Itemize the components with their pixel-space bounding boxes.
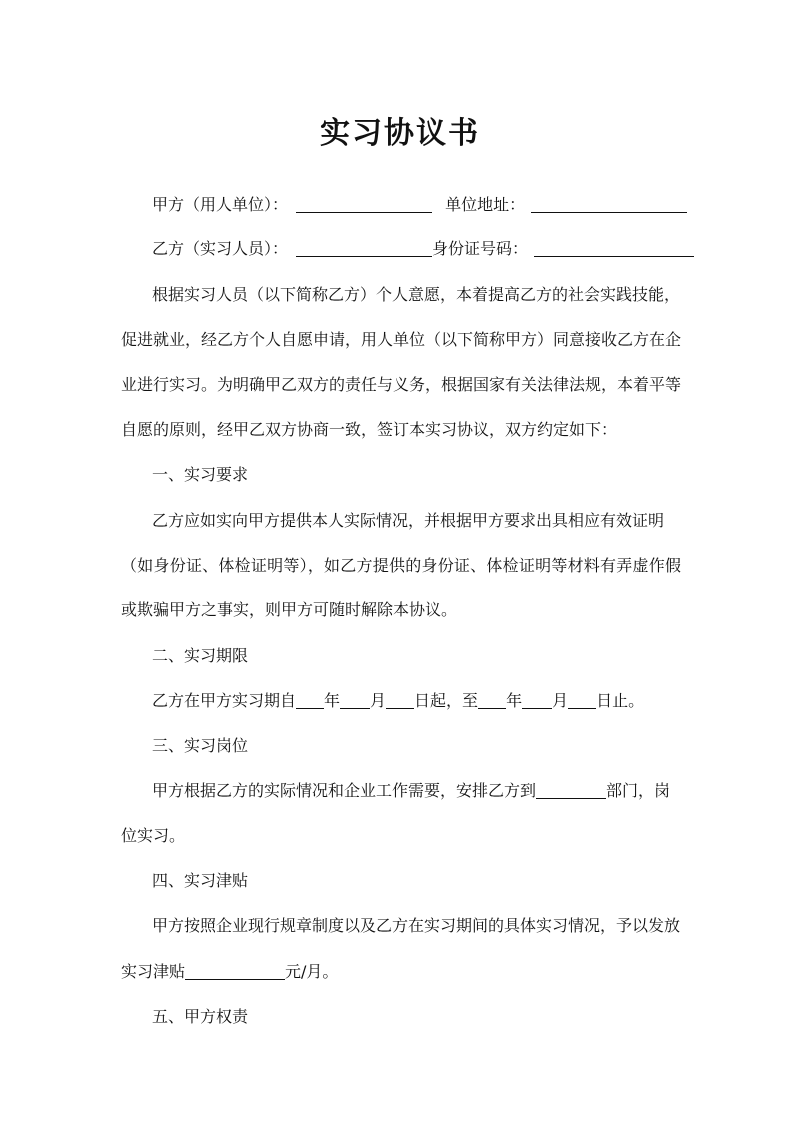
section-heading: 三、实习岗位 (152, 736, 249, 755)
period-prefix: 乙方在甲方实习期自 (152, 691, 297, 710)
end-year-blank[interactable] (478, 692, 506, 709)
post-suffix: 部门，岗 (606, 781, 671, 800)
end-month-blank[interactable] (522, 692, 552, 709)
intro-line: 自愿的原则，经甲乙双方协商一致，签订本实习协议，双方约定如下： (121, 420, 618, 439)
section-heading: 一、实习要求 (152, 465, 249, 484)
id-blank[interactable] (534, 240, 694, 257)
section-heading: 二、实习期限 (152, 646, 249, 665)
end-day-blank[interactable] (568, 692, 596, 709)
allowance-suffix: 元/月。 (285, 962, 339, 981)
party-a-label: 甲方（用人单位）： (152, 195, 289, 214)
period-month-label: 月 (552, 691, 569, 710)
period-year-label: 年 (506, 691, 523, 710)
address-label: 单位地址： (445, 195, 526, 214)
allowance-row (121, 961, 701, 983)
post-row (152, 780, 732, 802)
start-year-blank[interactable] (296, 692, 324, 709)
section-heading: 五、甲方权责 (152, 1007, 249, 1026)
department-blank[interactable] (536, 782, 606, 799)
period-from-label: 日起，至 (414, 691, 479, 710)
section-text: 或欺骗甲方之事实，则甲方可随时解除本协议。 (121, 600, 458, 619)
section-text: （如身份证、体检证明等），如乙方提供的身份证、体检证明等材料有弄虚作假 (121, 556, 681, 575)
period-row (152, 690, 732, 712)
start-month-blank[interactable] (340, 692, 370, 709)
allowance-prefix: 实习津贴 (121, 962, 186, 981)
intro-line: 业进行实习。为明确甲乙双方的责任与义务，根据国家有关法律法规，本着平等 (121, 375, 682, 394)
document-title: 实习协议书 (320, 116, 480, 151)
party-a-row (152, 194, 732, 216)
start-day-blank[interactable] (386, 692, 414, 709)
section-text: 乙方应如实向甲方提供本人实际情况，并根据甲方要求出具相应有效证明 (152, 511, 665, 530)
section-text: 位实习。 (121, 826, 186, 845)
id-label: 身份证号码： (432, 239, 529, 258)
section-heading: 四、实习津贴 (152, 871, 249, 890)
allowance-amount-blank[interactable] (185, 963, 285, 980)
party-a-blank[interactable] (296, 196, 432, 213)
period-month-label: 月 (370, 691, 387, 710)
period-year-label: 年 (324, 691, 341, 710)
intro-line: 根据实习人员（以下简称乙方）个人意愿，本着提高乙方的社会实践技能， (152, 285, 681, 304)
period-to-label: 日止。 (596, 691, 645, 710)
intro-line: 促进就业，经乙方个人自愿申请，用人单位（以下简称甲方）同意接收乙方在企 (121, 330, 682, 349)
section-text: 甲方按照企业现行规章制度以及乙方在实习期间的具体实习情况，予以发放 (152, 916, 681, 935)
party-b-row (152, 238, 732, 260)
post-prefix: 甲方根据乙方的实际情况和企业工作需要，安排乙方到 (152, 781, 537, 800)
party-b-label: 乙方（实习人员）： (152, 239, 289, 258)
party-b-blank[interactable] (296, 240, 432, 257)
address-blank[interactable] (531, 196, 687, 213)
